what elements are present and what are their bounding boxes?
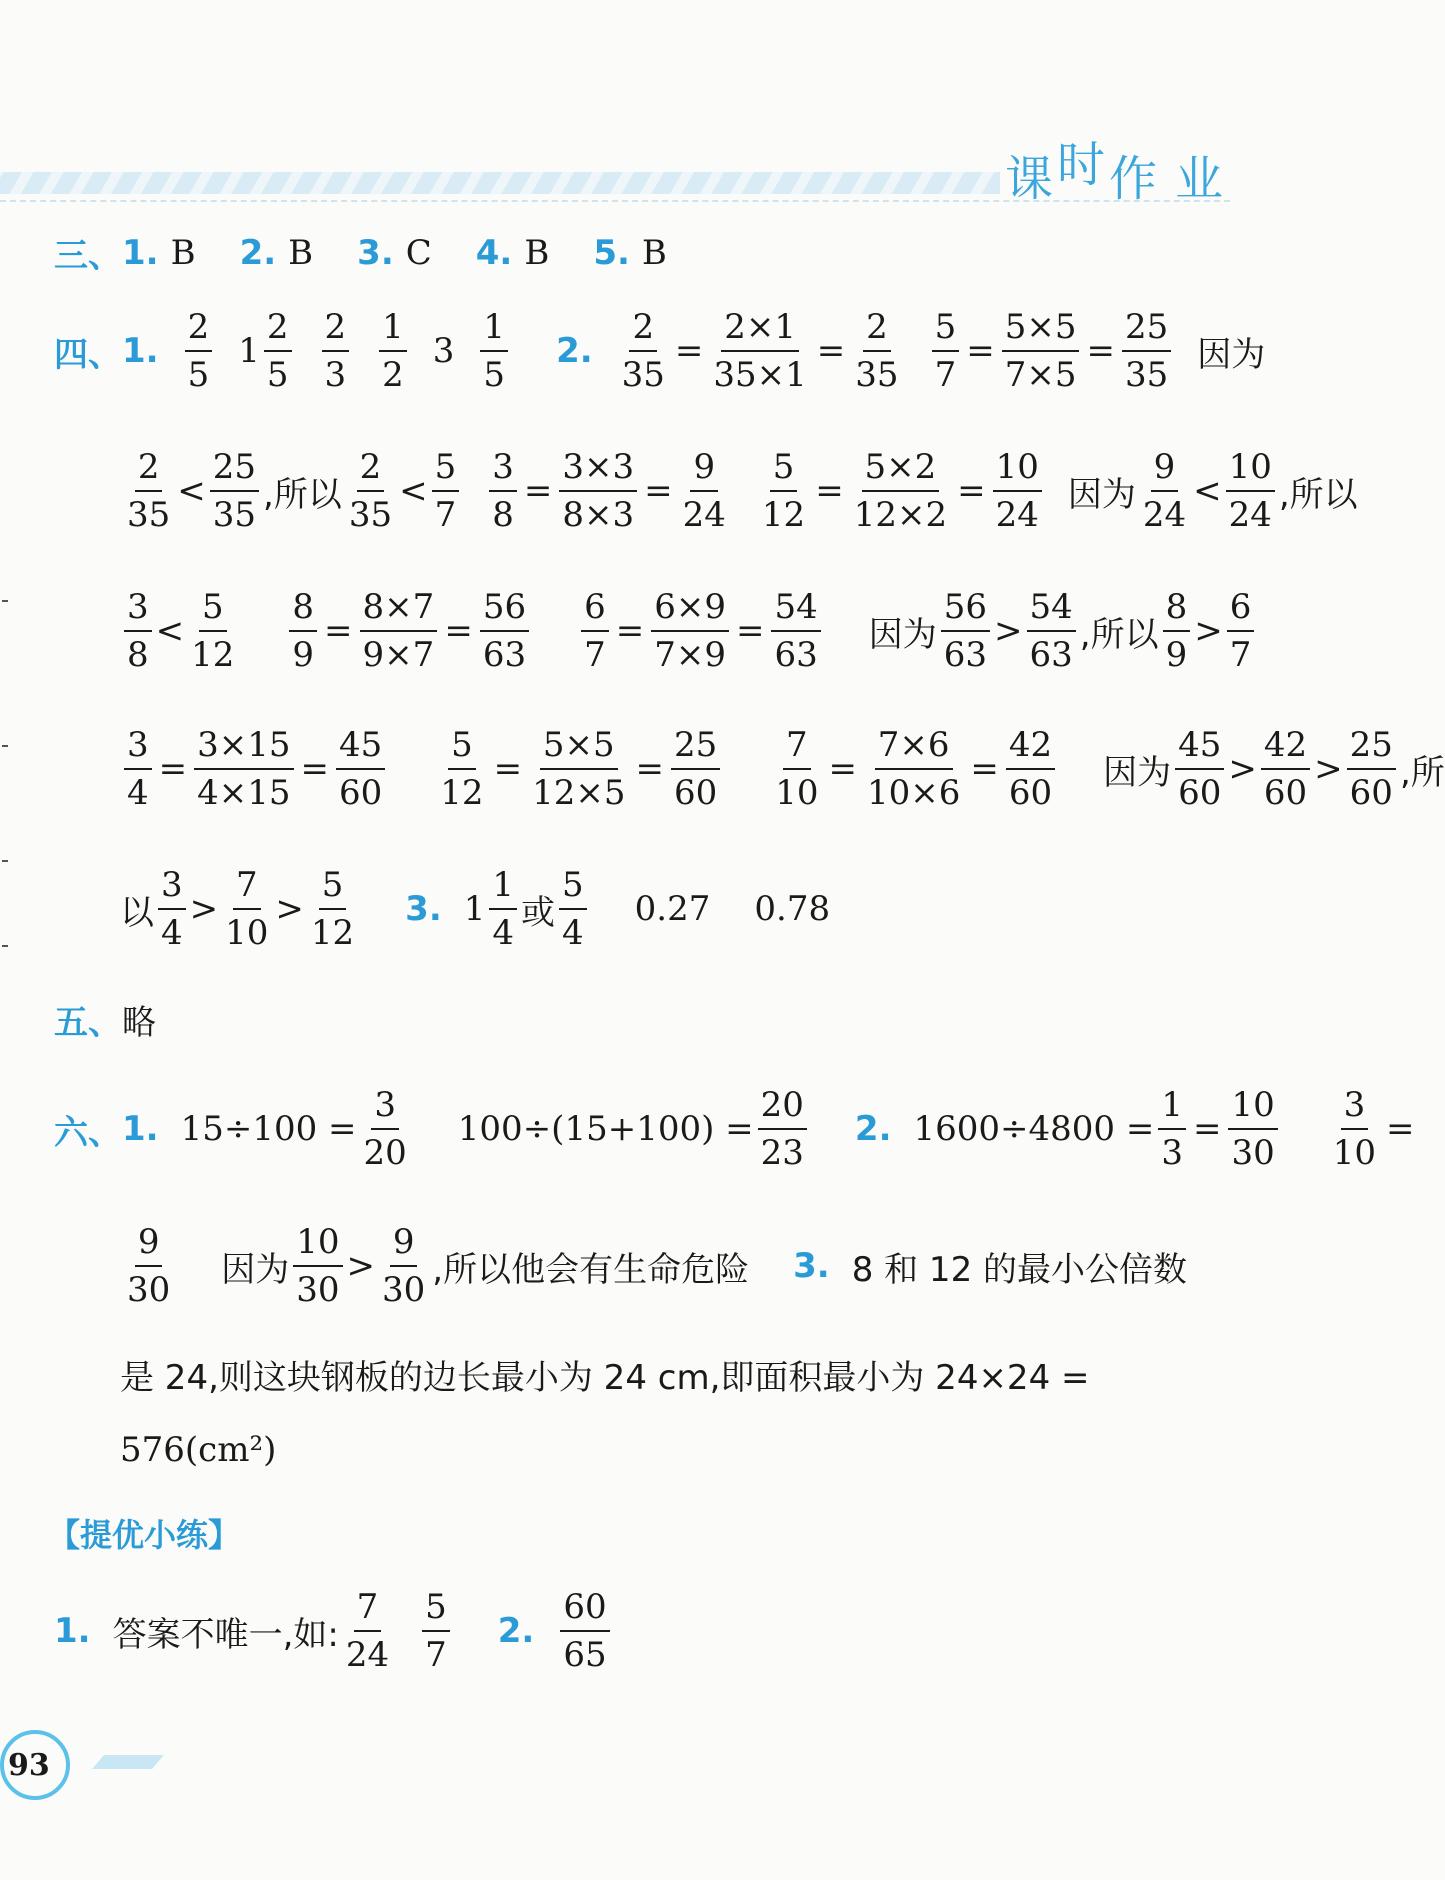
- fraction: 6 7: [1227, 590, 1255, 672]
- mixed-whole: 1: [463, 889, 486, 929]
- section-6-row-1: 六、 1. 15÷100 = $\frac{3}{20}$ 100÷(15+100) = $\frac{20}{23}$ 2. 1600÷4800 = $\frac{1}{3}$ = $\frac{10}{30}$ $\frac{3}{10}$ =: [54, 1085, 1415, 1173]
- fraction: $\frac{42}{60}$: [1006, 728, 1055, 810]
- fraction: 1 2: [379, 310, 407, 392]
- text: 因为: [221, 1249, 290, 1290]
- fraction: $\frac{2}{35}$: [855, 307, 899, 395]
- title-char: 业: [1175, 151, 1228, 207]
- text: 因为: [1103, 752, 1172, 793]
- text: 8 和 12 的最小公倍数: [851, 1249, 1188, 1290]
- fraction: $\frac{5}{12}$: [440, 725, 484, 813]
- fraction: 1 4: [489, 868, 517, 950]
- fraction: $\frac{3}{20}$: [363, 1085, 407, 1173]
- mixed-whole: 1: [238, 331, 260, 371]
- fraction: $\frac{20}{23}$: [758, 1088, 807, 1170]
- q-num: 1.: [54, 1611, 91, 1651]
- extra-practice-title: 【提优小练】: [48, 1516, 241, 1554]
- fraction: 9 24: [1142, 447, 1187, 535]
- answer: B: [170, 232, 196, 273]
- fraction: $\frac{5\times 2}{12\times 2}$: [853, 447, 948, 535]
- text: ,所以: [263, 474, 342, 515]
- expression: 15÷100 =: [180, 1109, 357, 1149]
- section-label: 五、: [54, 1003, 122, 1043]
- fraction: 7 10: [225, 865, 269, 953]
- fraction: $\frac{56}{63}$: [480, 590, 529, 672]
- section-4-row-1: 四、 1. 2 5 1 2 5 2 3 1 2 3 1 5 2. $\frac{2}{35}$ = $\frac{2\times 1}{35\times 1}$ = $\frac{2}{35}$ $\frac{5}{7}$ = $\frac{5\times 5}{7\times 5}$ = $\frac{25}{35}$ 因为: [54, 307, 1266, 395]
- q-num: 2.: [556, 331, 593, 371]
- fraction: 54 63: [1027, 590, 1076, 672]
- answer: C: [405, 232, 432, 273]
- header-band: [0, 172, 1000, 194]
- fraction: 7 24: [345, 1587, 390, 1675]
- fraction: 2 35: [127, 447, 171, 535]
- fraction: $\frac{7\times 6}{10\times 6}$: [866, 725, 961, 813]
- section-6-row-2: 9 30 因为 10 30 > 9 30 ,所以他会有生命危险 3. 8 和 12 的最小公倍数: [120, 1225, 1187, 1307]
- answer: B: [641, 232, 667, 273]
- text: ,所以他会有生命危险: [432, 1249, 750, 1290]
- page-number-tail: [92, 1755, 164, 1769]
- fraction: $\frac{5}{12}$: [761, 447, 806, 535]
- fraction: 5 4: [559, 868, 587, 950]
- title-char: 时: [1057, 137, 1110, 193]
- fraction: 9 30: [127, 1222, 171, 1310]
- section-4-row-5: 以 3 4 > 7 10 > 5 12 3. 1 1 4 或 5 4 0.27 0.78: [120, 865, 831, 953]
- fraction: $\frac{54}{63}$: [771, 590, 820, 672]
- edge-mark: [2, 945, 8, 947]
- header-title: [1005, 137, 1228, 209]
- fraction: $\frac{3}{10}$: [1332, 1085, 1377, 1173]
- title-char: 课: [1005, 151, 1058, 207]
- section-3-row: [54, 228, 667, 277]
- text: 因为: [868, 614, 937, 655]
- fraction: $\frac{25}{60}$: [671, 728, 720, 810]
- q-num: 3.: [405, 889, 442, 929]
- title-char: 作: [1109, 151, 1162, 207]
- fraction: $\frac{6}{7}$: [581, 590, 609, 672]
- text: 答案不唯一,如:: [112, 1614, 339, 1655]
- section-label: 六、: [54, 1112, 122, 1153]
- section-label: 四、: [54, 334, 122, 375]
- text: 因为: [1067, 474, 1136, 515]
- value: 0.27: [634, 889, 711, 929]
- fraction: 56 63: [941, 590, 990, 672]
- fraction: $\frac{1}{3}$: [1158, 1088, 1186, 1170]
- fraction: 9 30: [382, 1222, 426, 1310]
- fraction: 2 5: [264, 310, 292, 392]
- fraction: 60 65: [560, 1590, 609, 1672]
- fraction: $\frac{5\times 5}{7\times 5}$: [1002, 310, 1080, 392]
- edge-mark: [2, 860, 8, 862]
- fraction: $\frac{8\times 7}{9\times 7}$: [360, 590, 438, 672]
- expression: 1600÷4800 =: [913, 1109, 1155, 1149]
- fraction: $\frac{8}{9}$: [289, 590, 317, 672]
- fraction: $\frac{45}{60}$: [336, 728, 385, 810]
- extra-practice-row: [54, 1587, 614, 1675]
- fraction: 1 5: [480, 310, 508, 392]
- fraction: 2 3: [322, 310, 350, 392]
- fraction: 10 30: [293, 1225, 342, 1307]
- fraction: 5 7: [432, 450, 460, 532]
- fraction: 3 4: [158, 868, 186, 950]
- fraction: 3 8: [124, 590, 152, 672]
- fraction: 5 12: [310, 865, 355, 953]
- answer: B: [288, 232, 314, 273]
- value: 0.78: [754, 889, 831, 929]
- fraction: $\frac{5\times 5}{12\times 5}$: [532, 725, 626, 813]
- fraction: $\frac{3}{4}$: [124, 728, 152, 810]
- fraction: 5 12: [191, 587, 235, 675]
- edge-mark: [2, 600, 8, 602]
- edge-mark: [2, 745, 8, 747]
- q-num: 2.: [497, 1611, 535, 1651]
- section-4-row-2: 2 35 < 25 35 ,所以 2 35 < 5 7 $\frac{3}{8}$ = $\frac{3\times 3}{8\times 3}$ = $\frac{9}{24}$ $\frac{5}{12}$ = $\frac{5\times 2}{12\times 2}$ = $\frac{10}{24}$ 因为 9 24 < 10 24 ,所以: [120, 450, 1358, 532]
- fraction: $\frac{7}{10}$: [775, 725, 819, 813]
- text: ,所以: [1278, 474, 1358, 515]
- section-6-row-3: 是 24,则这块钢板的边长最小为 24 cm,即面积最小为 24×24 =: [120, 1358, 1090, 1398]
- q-num: 1.: [122, 331, 159, 371]
- q-num: 1.: [122, 1109, 159, 1149]
- text: ,所以: [1079, 614, 1159, 655]
- section-4-row-4: $\frac{3}{4}$ = $\frac{3\times 15}{4\times 15}$ = $\frac{45}{60}$ $\frac{5}{12}$ = $\frac{5\times 5}{12\times 5}$ = $\frac{25}{60}$ $\frac{7}{10}$ = $\frac{7\times 6}{10\times 6}$ = $\frac{42}{60}$ 因为 45 60 > 42 60 > 25 60 ,所: [120, 728, 1445, 810]
- q-num: 4.: [475, 232, 513, 273]
- text: 或: [521, 892, 556, 933]
- page-number: 93: [8, 1748, 50, 1783]
- fraction: 25 60: [1347, 728, 1396, 810]
- fraction: 42 60: [1261, 728, 1310, 810]
- q-num: 2.: [854, 1109, 892, 1149]
- fraction: $\frac{3\times 3}{8\times 3}$: [559, 450, 637, 532]
- answer: B: [524, 232, 550, 273]
- fraction: 10 24: [1226, 450, 1275, 532]
- fraction: 45 60: [1175, 728, 1224, 810]
- fraction: $\frac{10}{24}$: [993, 450, 1042, 532]
- section-label: 三、: [54, 236, 122, 276]
- fraction: $\frac{5}{7}$: [932, 310, 960, 392]
- fraction: $\frac{6\times 9}{7\times 9}$: [651, 590, 729, 672]
- text: 略: [122, 1003, 156, 1043]
- expression: 100÷(15+100) =: [457, 1109, 754, 1149]
- fraction: $\frac{2\times 1}{35\times 1}$: [713, 307, 807, 395]
- q-num: 3.: [357, 232, 394, 273]
- fraction: $\frac{3\times 15}{4\times 15}$: [194, 728, 293, 810]
- fraction: 8 9: [1163, 590, 1191, 672]
- fraction: $\frac{25}{35}$: [1122, 310, 1171, 392]
- text: 因为: [1197, 334, 1266, 375]
- fraction: $\frac{10}{30}$: [1228, 1088, 1277, 1170]
- fraction: $\frac{3}{8}$: [489, 450, 517, 532]
- text: 以: [120, 892, 154, 933]
- fraction: 2 5: [185, 310, 213, 392]
- fraction: $\frac{9}{24}$: [682, 447, 726, 535]
- q-num: 3.: [793, 1246, 830, 1286]
- q-num: 1.: [122, 232, 159, 273]
- fraction: $\frac{2}{35}$: [621, 307, 665, 395]
- section-4-row-3: 3 8 < 5 12 $\frac{8}{9}$ = $\frac{8\times 7}{9\times 7}$ = $\frac{56}{63}$ $\frac{6}{7}$ = $\frac{6\times 9}{7\times 9}$ = $\frac{54}{63}$ 因为 56 63 > 54 63 ,所以 8 9 > 6 7: [120, 590, 1258, 672]
- section-5-row: [54, 995, 156, 1044]
- q-num: 5.: [593, 232, 630, 273]
- text: ,所: [1399, 752, 1445, 793]
- fraction: 5 7: [422, 1590, 450, 1672]
- q-num: 2.: [239, 232, 277, 273]
- fraction: 25 35: [210, 450, 259, 532]
- fraction: 2 35: [348, 447, 393, 535]
- section-6-row-4: 576(cm²): [120, 1430, 277, 1470]
- value: 3: [432, 331, 455, 371]
